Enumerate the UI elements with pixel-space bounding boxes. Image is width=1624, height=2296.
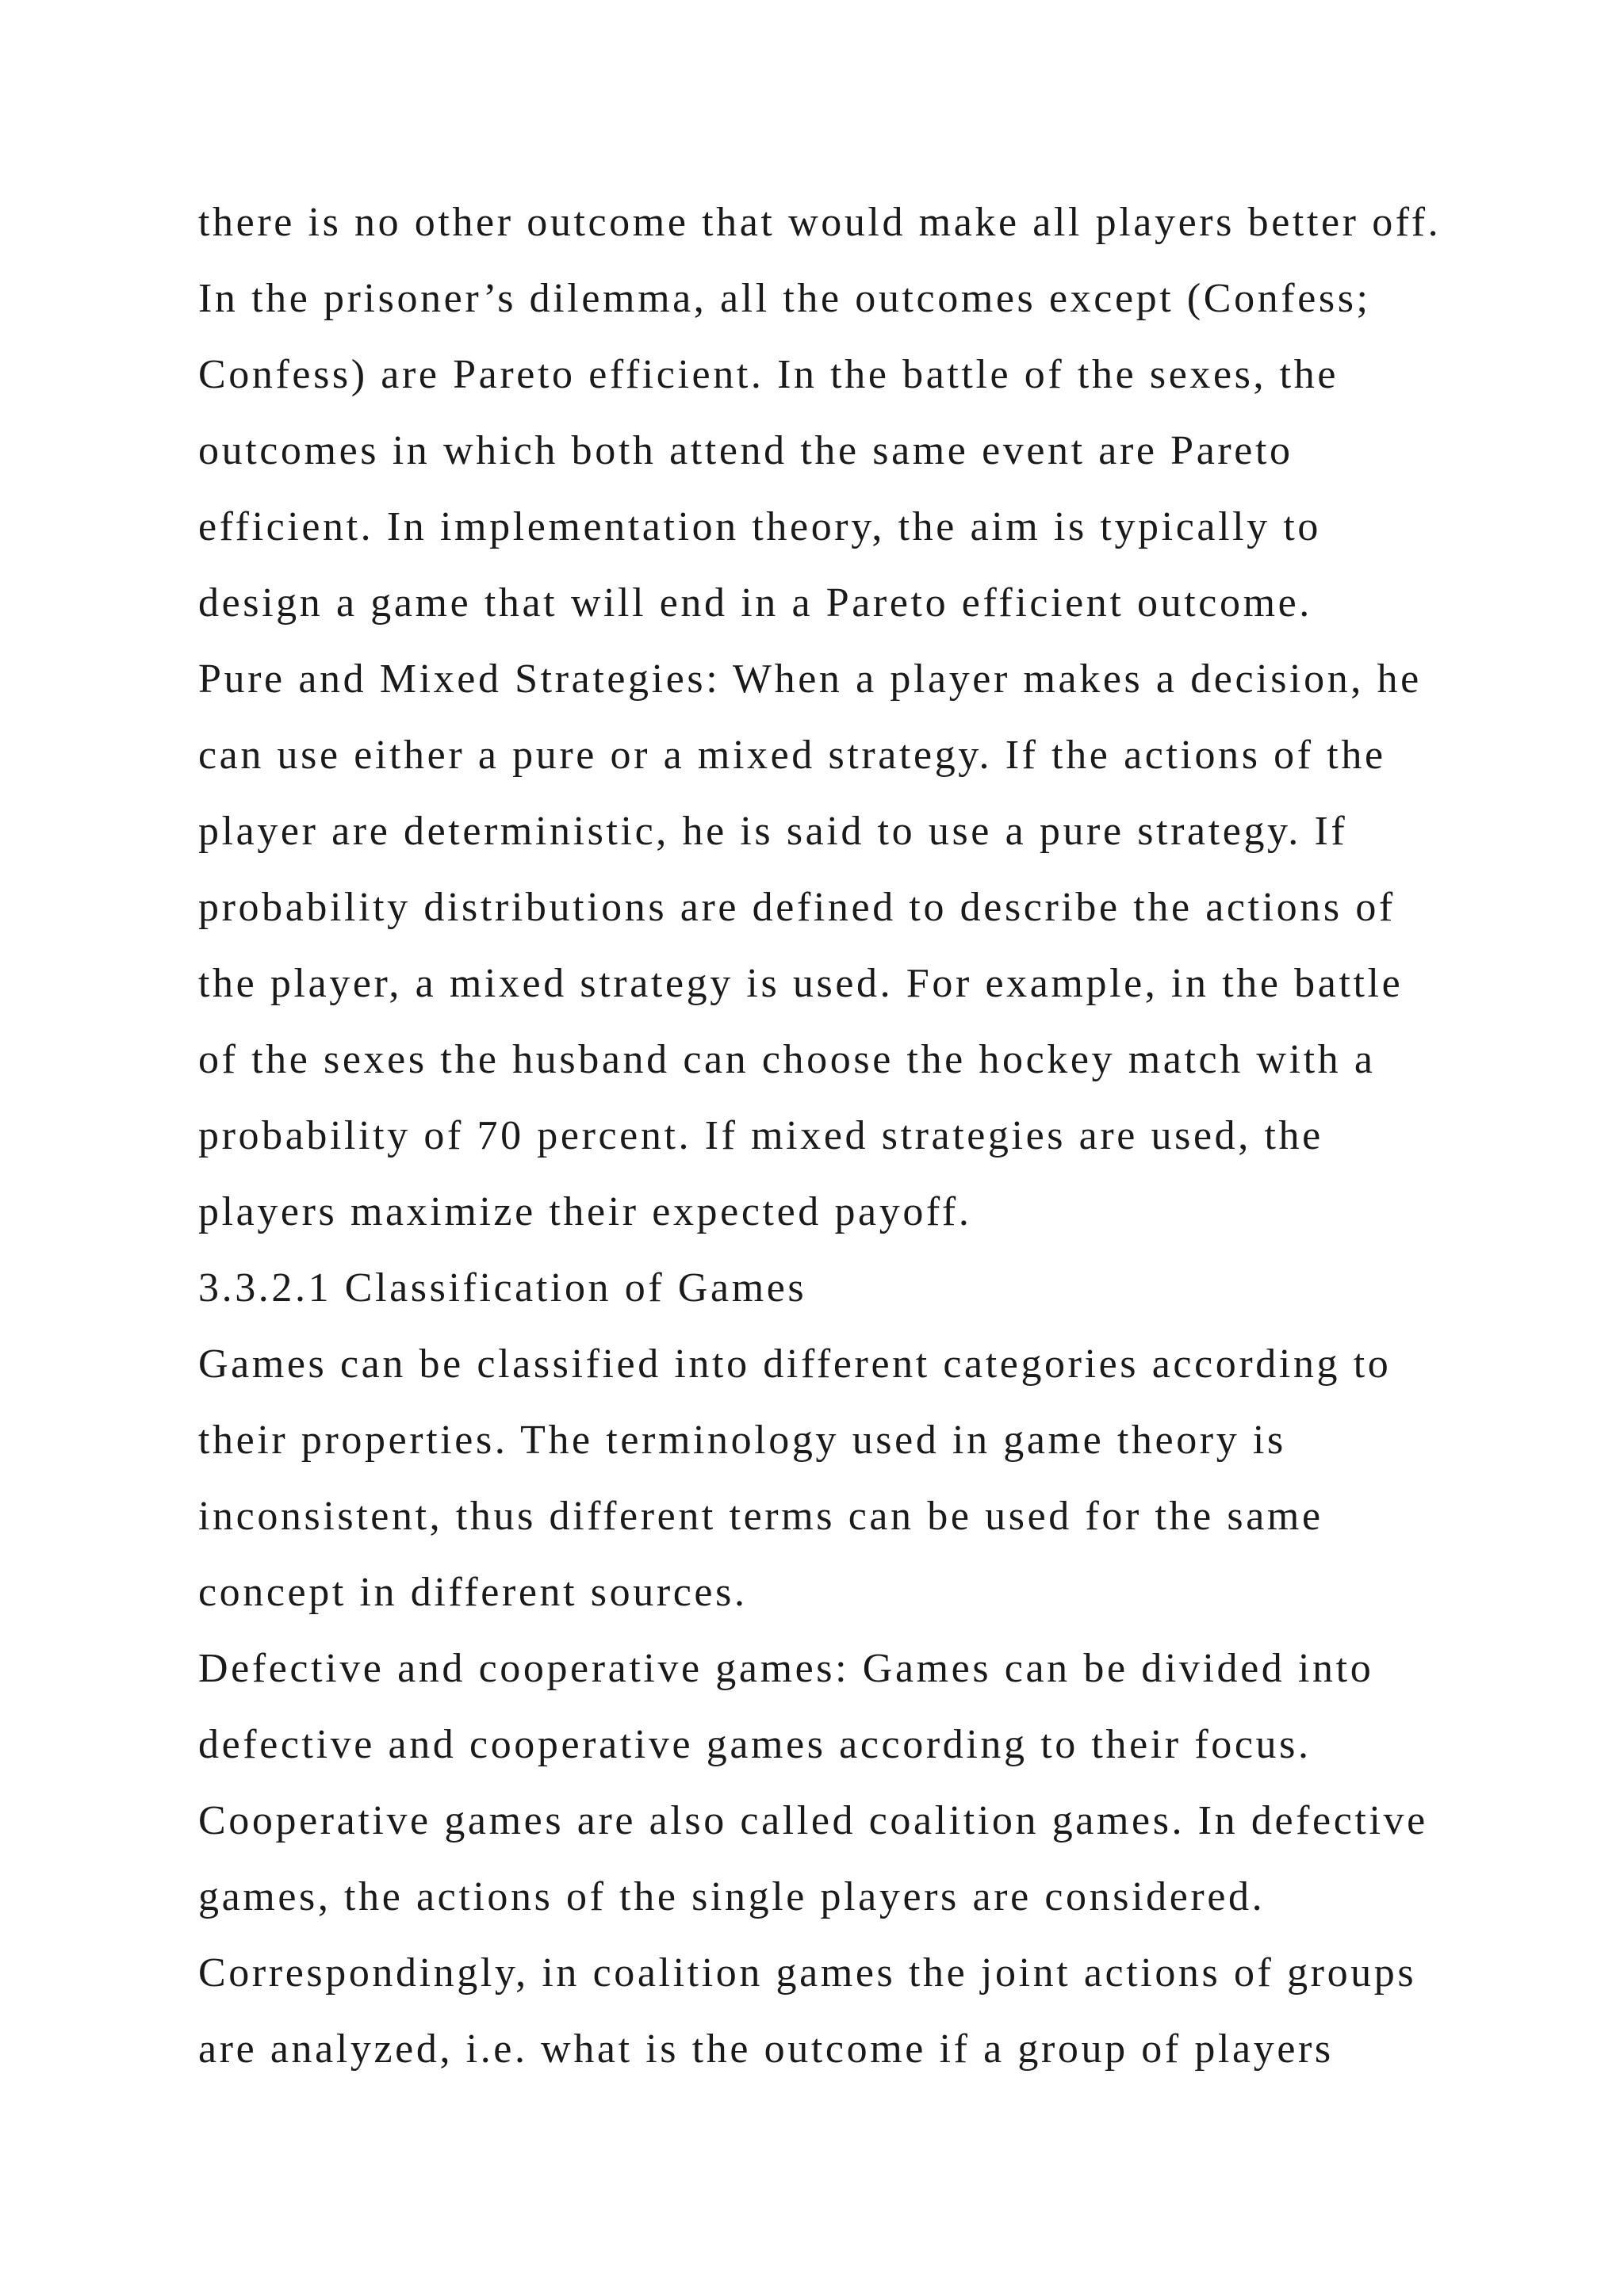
text-line: the player, a mixed strategy is used. For example, in the battle xyxy=(198,961,1404,1006)
text-line: In the prisoner’s dilemma, all the outcomes except (Confess; xyxy=(198,276,1371,321)
text-line: can use either a pure or a mixed strategy. If the actions of the xyxy=(198,733,1386,778)
text-line: Defective and cooperative games: Games can be divided into xyxy=(198,1646,1374,1691)
text-line: defective and cooperative games according to their focus. xyxy=(198,1722,1312,1767)
text-line: Pure and Mixed Strategies: When a player makes a decision, he xyxy=(198,656,1422,702)
text-line: Cooperative games are also called coalition games. In defective xyxy=(198,1798,1428,1843)
text-line: probability distributions are defined to describe the actions of xyxy=(198,885,1396,930)
text-line: design a game that will end in a Pareto efficient outcome. xyxy=(198,580,1312,626)
text-line: outcomes in which both attend the same event are Pareto xyxy=(198,428,1293,473)
text-line: their properties. The terminology used in game theory is xyxy=(198,1418,1286,1463)
text-line: concept in different sources. xyxy=(198,1570,748,1615)
text-line: Confess) are Pareto efficient. In the battle of the sexes, the xyxy=(198,352,1339,397)
text-line: inconsistent, thus different terms can be used for the same xyxy=(198,1494,1323,1539)
text-line: probability of 70 percent. If mixed strategies are used, the xyxy=(198,1113,1323,1158)
text-line: Correspondingly, in coalition games the joint actions of groups xyxy=(198,1950,1417,1996)
text-line: player are deterministic, he is said to use a pure strategy. If xyxy=(198,809,1348,854)
text-line: are analyzed, i.e. what is the outcome if a group of players xyxy=(198,2026,1334,2072)
body-text xyxy=(198,189,1594,2091)
section-heading: 3.3.2.1 Classification of Games xyxy=(198,1265,807,1311)
text-line: Games can be classified into different categories according to xyxy=(198,1341,1392,1387)
text-line: of the sexes the husband can choose the hockey match with a xyxy=(198,1037,1376,1082)
text-line: games, the actions of the single players are considered. xyxy=(198,1874,1266,1919)
text-line: players maximize their expected payoff. xyxy=(198,1189,972,1234)
text-line: there is no other outcome that would make all players better off. xyxy=(198,200,1442,245)
text-line: efficient. In implementation theory, the aim is typically to xyxy=(198,504,1322,549)
